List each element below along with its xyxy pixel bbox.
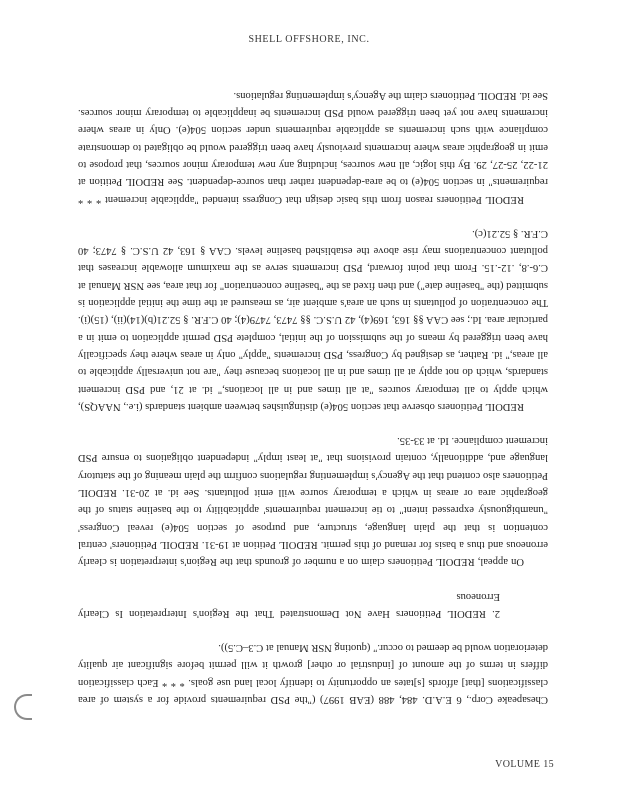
paragraph-chesapeake-citation: Chesapeake Corp., 6 E.A.D. 484, 488 (EAB 1997) ("the PSD requirements provide for a system of area classifications [that] affords [s]tates an opportunity to identify local land use goals. * * * Each classification differs in terms of the amount of [industrial or other] growth it will permit before significant air quality deterioration would be deemed to occur." (quoting NSR Manual at C.3–C.5)). — [78, 642, 548, 705]
paragraph-on-appeal: On appeal, REDOIL Petitioners claim on a number of grounds that the Region's interpretation is clearly erroneous and thus a basis for remand of this permit. REDOIL Petition at 19-31. REDOIL Petitioners' central contention is that the plain language, structure, and purpose of section 504(e) reveal Congress' "unambiguously expressed intent" to tie increment requirements' applicability to the baseline status of the geographic area or areas in which a temporary source will emit pollutants. See id. at 20-31. REDOIL Petitioners also contend that the Agency's implementing regulations confirm the plain meaning of the statutory language and, additionally, contain provisions that "at least imply" independent obligations to ensure PSD increment compliance. Id. at 33-35. — [78, 435, 548, 568]
body-text-upside-down — [78, 60, 548, 708]
page-folio: VOLUME 15 — [495, 759, 554, 770]
running-head: SHELL OFFSHORE, INC. — [248, 34, 370, 45]
section-heading: 2. REDOIL Petitioners Have Not Demonstrated That the Region's Interpretation Is Clearly Erroneous — [78, 590, 500, 619]
paragraph-ambient-standards: REDOIL Petitioners observe that section 504(e) distinguishes between ambient standards (i.e., NAAQS), which apply to all temporary sources "at all times and in all locations," id. at 21, and PSD increment standards, which do not apply at all times and in all locations because they "are not universally applicable to all areas," id. Rather, as designed by Congress, PSD increments "apply" only in areas where they specifically have been triggered by means of the submission of the initial, complete PSD permit application to emit in a particular area. Id.; see CAA §§ 163, 169(4), 42 U.S.C. §§ 7473, 7479(4); 40 C.F.R. § 52.21(b)(14)(ii), (15)(i). The concentration of pollutants in such an area's ambient air, as measured at the time the initial application is submitted (the "baseline date") and then fixed as the "baseline concentration" for that area, see NSR Manual at C.6-.8, .12-.15. From that point forward, PSD increments serve as the maximum allowable increases that pollutant concentrations may rise above the established baseline levels. CAA § 163, 42 U.S.C. § 7473; 40 C.F.R. § 52.21(c). — [78, 227, 548, 412]
paragraph-area-dependent: REDOIL Petitioners reason from this basic design that Congress intended "applicable increment * * * requirements" in section 504(e) to be area-dependent rather than source-dependent. See REDOIL Petition at 21-22, 25-27, 29. By this logic, all new sources, including any new temporary minor sources, that propose to emit in geographic areas where increments previously have been triggered would be obligated to demonstrate compliance with such increments as applicable requirements under section 504(e). Only in areas where increments have not yet been triggered would PSD increments be inapplicable to temporary minor sources. See id. REDOIL Petitioners claim the Agency's implementing regulations. — [78, 89, 548, 205]
binding-hole-mark — [14, 694, 32, 720]
